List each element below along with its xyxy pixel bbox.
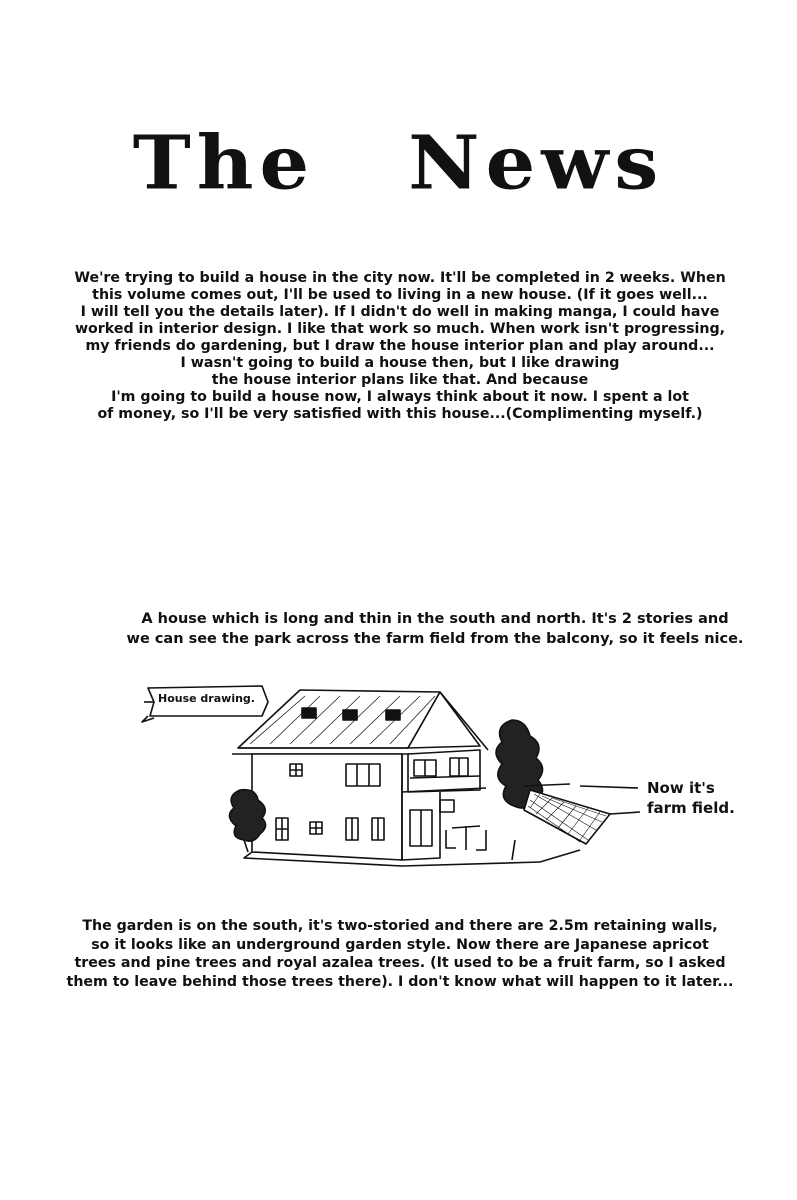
- intro-line: I wasn't going to build a house then, but I like drawing: [180, 355, 620, 371]
- callout-line: Now it's: [647, 779, 715, 797]
- callout-line: farm field.: [647, 799, 735, 817]
- intro-line: worked in interior design. I like that work so much. When work isn't progressing,: [74, 321, 726, 337]
- intro-line: I will tell you the details later). If I didn't do well in making manga, I could have: [80, 304, 720, 320]
- caption-line: we can see the park across the farm field from the balcony, so it feels nice.: [126, 631, 744, 647]
- intro-line: this volume comes out, I'll be used to living in a new house. (If it goes well...: [92, 287, 708, 303]
- intro-line: the house interior plans like that. And because: [211, 372, 589, 388]
- house-drawing: [140, 680, 730, 880]
- intro-paragraph: [40, 270, 760, 423]
- garden-line: trees and pine trees and royal azalea trees. (It used to be a fruit farm, so I asked: [74, 955, 726, 971]
- intro-line: We're trying to build a house in the city now. It'll be completed in 2 weeks. When: [74, 270, 726, 286]
- intro-line: I'm going to build a house now, I always think about it now. I spent a lot: [111, 389, 689, 405]
- intro-line: of money, so I'll be very satisfied with this house...(Complimenting myself.): [97, 406, 703, 422]
- drawing-caption: [110, 609, 760, 649]
- garden-line: The garden is on the south, it's two-storied and there are 2.5m retaining walls,: [82, 918, 718, 934]
- caption-line: A house which is long and thin in the south and north. It's 2 stories and: [141, 611, 729, 627]
- house-drawing-tag: House drawing.: [158, 692, 255, 705]
- farm-field-callout: [647, 778, 735, 818]
- garden-line: them to leave behind those trees there). I don't know what will happen to it later...: [66, 973, 734, 990]
- garden-line: so it looks like an underground garden style. Now there are Japanese apricot: [91, 936, 709, 953]
- garden-paragraph: [60, 917, 740, 991]
- intro-line: my friends do gardening, but I draw the house interior plan and play around...: [85, 338, 715, 354]
- page-title: The News: [132, 120, 665, 207]
